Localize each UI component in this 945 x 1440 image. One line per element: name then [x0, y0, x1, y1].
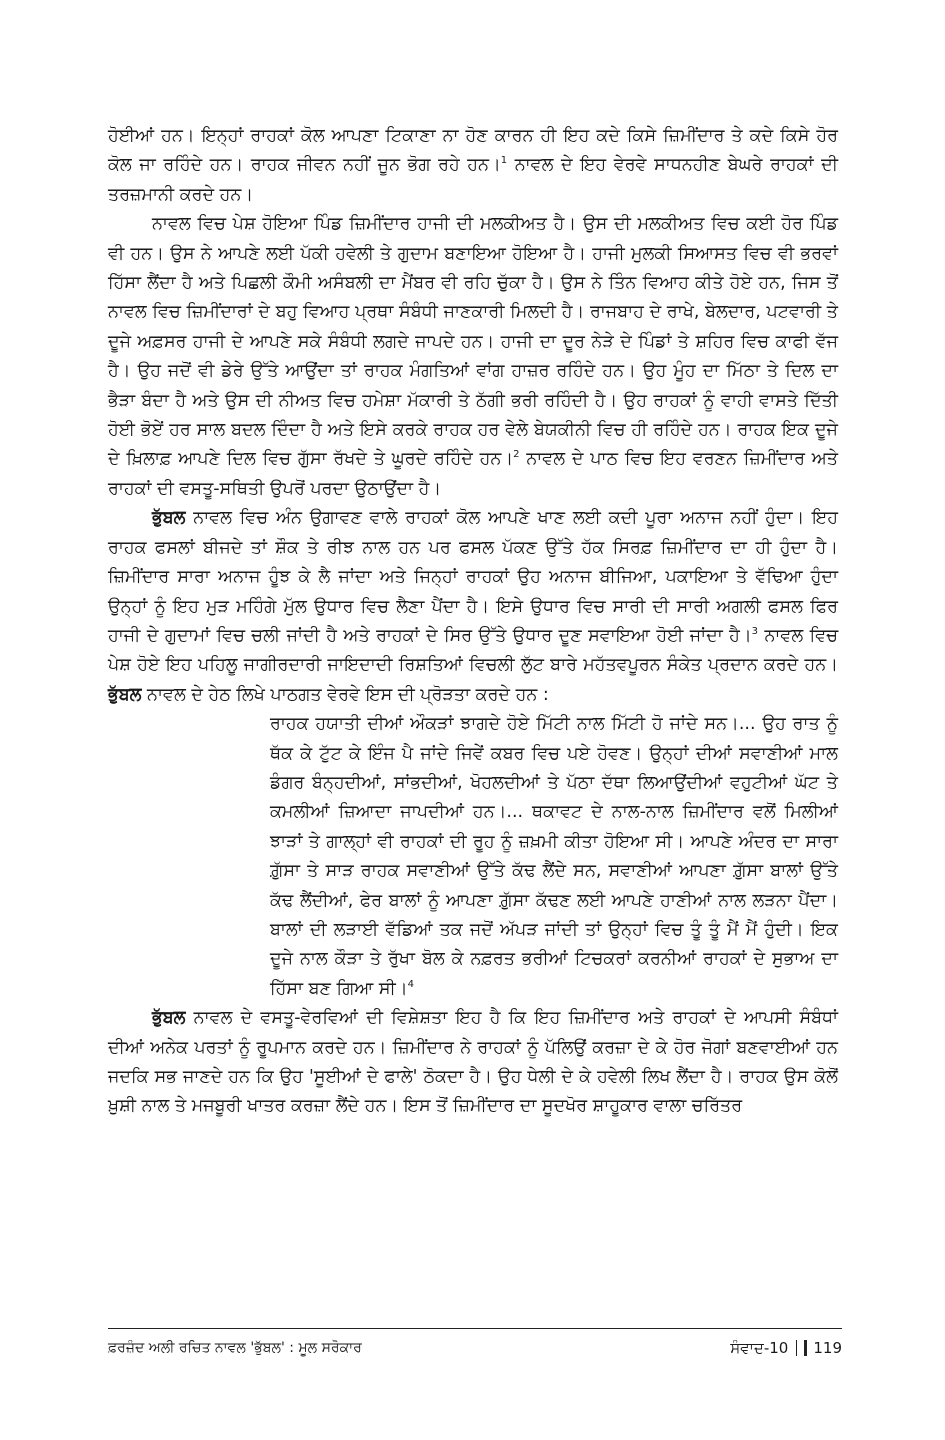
- novel-title-bold: ਭੁੱਬਲ: [108, 684, 142, 705]
- footnote-ref-3[interactable]: 3: [751, 626, 759, 638]
- paragraph-2: [108, 210, 838, 504]
- journal-name: ਸੰਵਾਦ-10: [730, 1339, 789, 1357]
- body-text: [108, 122, 838, 1122]
- footnote-ref-4[interactable]: 4: [407, 978, 414, 990]
- paragraph-1: [108, 122, 838, 210]
- paragraph-text: ਹੋਈਆਂ ਹਨ। ਇਨ੍ਹਾਂ ਰਾਹਕਾਂ ਕੋਲ ਆਪਣਾ ਟਿਕਾਣਾ ਨਾ ਹੋਣ ਕਾਰਨ ਹੀ ਇਹ ਕਦੇ ਕਿਸੇ ਜ਼ਿਮੀਂਦਾਰ ਤੇ ਕਦੇ ਕਿਸੇ ਹੋਰ ਕੋਲ ਜਾ ਰਹਿੰਦੇ ਹਨ। ਰਾਹਕ ਜੀਵਨ ਨਹੀਂ ਜੂਨ ਭੋਗ ਰਹੇ ਹਨ।: [108, 126, 838, 176]
- block-quote: [270, 710, 838, 1004]
- paragraph-text: ਨਾਵਲ ਵਿਚ ਅੰਨ ਉਗਾਵਣ ਵਾਲੇ ਰਾਹਕਾਂ ਕੋਲ ਆਪਣੇ ਖਾਣ ਲਈ ਕਦੀ ਪੂਰਾ ਅਨਾਜ ਨਹੀਂ ਹੁੰਦਾ। ਇਹ ਰਾਹਕ ਫਸਲਾਂ ਬੀਜਦੇ ਤਾਂ ਸ਼ੌਕ ਤੇ ਰੀਝ ਨਾਲ ਹਨ ਪਰ ਫਸਲ ਪੱਕਣ ਉੱਤੇ ਹੱਕ ਸਿਰਫ਼ ਜ਼ਿਮੀਂਦਾਰ ਦਾ ਹੀ ਹੁੰਦਾ ਹੈ। ਜ਼ਿਮੀਂਦਾਰ ਸਾਰਾ ਅਨਾਜ ਹੂੰਝ ਕੇ ਲੈ ਜਾਂਦਾ ਅਤੇ ਜਿਨ੍ਹਾਂ ਰਾਹਕਾਂ ਉਹ ਅਨਾਜ ਬੀਜਿਆ, ਪਕਾਇਆ ਤੇ ਵੱਢਿਆ ਹੁੰਦਾ ਉਨ੍ਹਾਂ ਨੂੰ ਇਹ ਮੁੜ ਮਹਿੰਗੇ ਮੁੱਲ ਉਧਾਰ ਵਿਚ ਲੈਣਾ ਪੈਂਦਾ ਹੈ। ਇਸੇ ਉਧਾਰ ਵਿਚ ਸਾਰੀ ਦੀ ਸਾਰੀ ਅਗਲੀ ਫਸਲ ਫਿਰ ਹਾਜੀ ਦੇ ਗੁਦਾਮਾਂ ਵਿਚ ਚਲੀ ਜਾਂਦੀ ਹੈ ਅਤੇ ਰਾਹਕਾਂ ਦੇ ਸਿਰ ਉੱਤੇ ਉਧਾਰ ਦੂਣ ਸਵਾਇਆ ਹੋਈ ਜਾਂਦਾ ਹੈ।: [108, 508, 838, 646]
- footer-divider: [108, 1328, 842, 1329]
- footnote-ref-1[interactable]: 1: [500, 155, 508, 167]
- running-title: ਫ਼ਰਜ਼ੰਦ ਅਲੀ ਰਚਿਤ ਨਾਵਲ 'ਭੁੱਬਲ' : ਮੂਲ ਸਰੋਕਾਰ: [108, 1340, 362, 1356]
- page-footer: [730, 1338, 842, 1358]
- separator-bars: [796, 1340, 807, 1356]
- paragraph-text: ਨਾਵਲ ਦੇ ਵਸਤੂ-ਵੇਰਵਿਆਂ ਦੀ ਵਿਸ਼ੇਸ਼ਤਾ ਇਹ ਹੈ ਕਿ ਇਹ ਜ਼ਿਮੀਂਦਾਰ ਅਤੇ ਰਾਹਕਾਂ ਦੇ ਆਪਸੀ ਸੰਬੰਧਾਂ ਦੀਆਂ ਅਨੇਕ ਪਰਤਾਂ ਨੂੰ ਰੂਪਮਾਨ ਕਰਦੇ ਹਨ। ਜ਼ਿਮੀਂਦਾਰ ਨੇ ਰਾਹਕਾਂ ਨੂੰ ਪੱਲਿਉਂ ਕਰਜ਼ਾ ਦੇ ਕੇ ਹੋਰ ਜੋਗਾਂ ਬਣਵਾਈਆਂ ਹਨ ਜਦਕਿ ਸਭ ਜਾਣਦੇ ਹਨ ਕਿ ਉਹ 'ਸੂਈਆਂ ਦੇ ਫਾਲੇ' ਠੋਕਦਾ ਹੈ। ਉਹ ਧੇਲੀ ਦੇ ਕੇ ਹਵੇਲੀ ਲਿਖ ਲੈਂਦਾ ਹੈ। ਰਾਹਕ ਉਸ ਕੋਲੋਂ ਖ਼ੁਸ਼ੀ ਨਾਲ ਤੇ ਮਜਬੂਰੀ ਖਾਤਰ ਕਰਜ਼ਾ ਲੈਂਦੇ ਹਨ। ਇਸ ਤੋਂ ਜ਼ਿਮੀਂਦਾਰ ਦਾ ਸੂਦਖੋਰ ਸ਼ਾਹੂਕਾਰ ਵਾਲਾ ਚਰਿੱਤਰ: [108, 1008, 838, 1117]
- novel-title-bold: ਭੁੱਬਲ: [152, 508, 186, 529]
- novel-title-bold: ਭੁੱਬਲ: [152, 1008, 186, 1029]
- paragraph-3: [108, 504, 838, 710]
- page-number: 119: [813, 1339, 842, 1357]
- paragraph-text: ਨਾਵਲ ਵਿਚ ਪੇਸ਼ ਹੋਇਆ ਪਿੰਡ ਜ਼ਿਮੀਂਦਾਰ ਹਾਜੀ ਦੀ ਮਲਕੀਅਤ ਹੈ। ਉਸ ਦੀ ਮਲਕੀਅਤ ਵਿਚ ਕਈ ਹੋਰ ਪਿੰਡ ਵੀ ਹਨ। ਉਸ ਨੇ ਆਪਣੇ ਲਈ ਪੱਕੀ ਹਵੇਲੀ ਤੇ ਗੁਦਾਮ ਬਣਾਇਆ ਹੋਇਆ ਹੈ। ਹਾਜੀ ਮੁਲਕੀ ਸਿਆਸਤ ਵਿਚ ਵੀ ਭਰਵਾਂ ਹਿੱਸਾ ਲੈਂਦਾ ਹੈ ਅਤੇ ਪਿਛਲੀ ਕੌਮੀ ਅਸੰਬਲੀ ਦਾ ਮੈਂਬਰ ਵੀ ਰਹਿ ਚੁੱਕਾ ਹੈ। ਉਸ ਨੇ ਤਿੰਨ ਵਿਆਹ ਕੀਤੇ ਹੋਏ ਹਨ, ਜਿਸ ਤੋਂ ਨਾਵਲ ਵਿਚ ਜ਼ਿਮੀਂਦਾਰਾਂ ਦੇ ਬਹੁ ਵਿਆਹ ਪ੍ਰਥਾ ਸੰਬੰਧੀ ਜਾਣਕਾਰੀ ਮਿਲਦੀ ਹੈ। ਰਾਜਬਾਹ ਦੇ ਰਾਖੇ, ਬੇਲਦਾਰ, ਪਟਵਾਰੀ ਤੇ ਦੂਜੇ ਅਫ਼ਸਰ ਹਾਜੀ ਦੇ ਆਪਣੇ ਸਕੇ ਸੰਬੰਧੀ ਲਗਦੇ ਜਾਪਦੇ ਹਨ। ਹਾਜੀ ਦਾ ਦੂਰ ਨੇੜੇ ਦੇ ਪਿੰਡਾਂ ਤੇ ਸ਼ਹਿਰ ਵਿਚ ਕਾਫੀ ਵੱਜ ਹੈ। ਉਹ ਜਦੋਂ ਵੀ ਡੇਰੇ ਉੱਤੇ ਆਉਂਦਾ ਤਾਂ ਰਾਹਕ ਮੰਗਤਿਆਂ ਵਾਂਗ ਹਾਜ਼ਰ ਰਹਿੰਦੇ ਹਨ। ਉਹ ਮੂੰਹ ਦਾ ਮਿੱਠਾ ਤੇ ਦਿਲ ਦਾ ਭੈੜਾ ਬੰਦਾ ਹੈ ਅਤੇ ਉਸ ਦੀ ਨੀਅਤ ਵਿਚ ਹਮੇਸ਼ਾ ਮੱਕਾਰੀ ਤੇ ਠੱਗੀ ਭਰੀ ਰਹਿੰਦੀ ਹੈ। ਉਹ ਰਾਹਕਾਂ ਨੂੰ ਵਾਹੀ ਵਾਸਤੇ ਦਿੱਤੀ ਹੋਈ ਭੋਏਂ ਹਰ ਸਾਲ ਬਦਲ ਦਿੰਦਾ ਹੈ ਅਤੇ ਇਸੇ ਕਰਕੇ ਰਾਹਕ ਹਰ ਵੇਲੇ ਬੇਯਕੀਨੀ ਵਿਚ ਹੀ ਰਹਿੰਦੇ ਹਨ। ਰਾਹਕ ਇਕ ਦੂਜੇ ਦੇ ਖ਼ਿਲਾਫ਼ ਆਪਣੇ ਦਿਲ ਵਿਚ ਗੁੱਸਾ ਰੱਖਦੇ ਤੇ ਘੂਰਦੇ ਰਹਿੰਦੇ ਹਨ।: [108, 214, 838, 470]
- paragraph-text: ਨਾਵਲ ਦੇ ਹੇਠ ਲਿਖੇ ਪਾਠਗਤ ਵੇਰਵੇ ਇਸ ਦੀ ਪ੍ਰੋੜਤਾ ਕਰਦੇ ਹਨ :: [141, 684, 549, 705]
- paragraph-text: ਨਾਵਲ ਦੇ ਇਹ ਵੇਰਵੇ ਸਾਧਨਹੀਣ ਬੇਘਰੇ ਰਾਹਕਾਂ ਦੀ ਤਰਜ਼ਮਾਨੀ ਕਰਦੇ ਹਨ।: [108, 155, 838, 205]
- quote-text: ਰਾਹਕ ਹਯਾਤੀ ਦੀਆਂ ਔਕੜਾਂ ਝਾਗਦੇ ਹੋਏ ਮਿੱਟੀ ਨਾਲ ਮਿੱਟੀ ਹੋ ਜਾਂਦੇ ਸਨ।... ਉਹ ਰਾਤ ਨੂੰ ਥੱਕ ਕੇ ਟੁੱਟ ਕੇ ਇੰਜ ਪੈ ਜਾਂਦੇ ਜਿਵੇਂ ਕਬਰ ਵਿਚ ਪਏ ਹੋਵਣ। ਉਨ੍ਹਾਂ ਦੀਆਂ ਸਵਾਣੀਆਂ ਮਾਲ ਡੰਗਰ ਬੰਨ੍ਹਦੀਆਂ, ਸਾਂਭਦੀਆਂ, ਖੋਹਲਦੀਆਂ ਤੇ ਪੱਠਾ ਦੱਥਾ ਲਿਆਉਂਦੀਆਂ ਵਹੁਟੀਆਂ ਘੱਟ ਤੇ ਕਮਲੀਆਂ ਜ਼ਿਆਦਾ ਜਾਪਦੀਆਂ ਹਨ।... ਥਕਾਵਟ ਦੇ ਨਾਲ-ਨਾਲ ਜ਼ਿਮੀਂਦਾਰ ਵਲੋਂ ਮਿਲੀਆਂ ਝਾੜਾਂ ਤੇ ਗਾਲ੍ਹਾਂ ਵੀ ਰਾਹਕਾਂ ਦੀ ਰੂਹ ਨੂੰ ਜ਼ਖ਼ਮੀ ਕੀਤਾ ਹੋਇਆ ਸੀ। ਆਪਣੇ ਅੰਦਰ ਦਾ ਸਾਰਾ ਗ਼ੁੱਸਾ ਤੇ ਸਾੜ ਰਾਹਕ ਸਵਾਣੀਆਂ ਉੱਤੇ ਕੱਢ ਲੈਂਦੇ ਸਨ, ਸਵਾਣੀਆਂ ਆਪਣਾ ਗ਼ੁੱਸਾ ਬਾਲਾਂ ਉੱਤੇ ਕੱਢ ਲੈਂਦੀਆਂ, ਫੇਰ ਬਾਲਾਂ ਨੂੰ ਆਪਣਾ ਗ਼ੁੱਸਾ ਕੱਢਣ ਲਈ ਆਪਣੇ ਹਾਣੀਆਂ ਨਾਲ ਲੜਨਾ ਪੈਂਦਾ। ਬਾਲਾਂ ਦੀ ਲੜਾਈ ਵੱਡਿਆਂ ਤਕ ਜਦੋਂ ਅੱਪੜ ਜਾਂਦੀ ਤਾਂ ਉਨ੍ਹਾਂ ਵਿਚ ਤੂੰ ਤੂੰ ਮੈਂ ਮੈਂ ਹੁੰਦੀ। ਇਕ ਦੂਜੇ ਨਾਲ ਕੌੜਾ ਤੇ ਰੁੱਖਾ ਬੋਲ ਕੇ ਨਫ਼ਰਤ ਭਰੀਆਂ ਟਿਚਕਰਾਂ ਕਰਨੀਆਂ ਰਾਹਕਾਂ ਦੇ ਸੁਭਾਅ ਦਾ ਹਿੱਸਾ ਬਣ ਗਿਆ ਸੀ।: [270, 714, 838, 999]
- paragraph-text: ਨਾਵਲ ਦੇ ਪਾਠ ਵਿਚ ਇਹ ਵਰਣਨ ਜ਼ਿਮੀਂਦਾਰ ਅਤੇ ਰਾਹਕਾਂ ਦੀ ਵਸਤੂ-ਸਥਿਤੀ ਉਪਰੋਂ ਪਰਦਾ ਉਠਾਉਂਦਾ ਹੈ।: [108, 449, 839, 499]
- paragraph-text: ਨਾਵਲ ਵਿਚ ਪੇਸ਼ ਹੋਏ ਇਹ ਪਹਿਲੂ ਜਾਗੀਰਦਾਰੀ ਜਾਇਦਾਦੀ ਰਿਸ਼ਤਿਆਂ ਵਿਚਲੀ ਲੁੱਟ ਬਾਰੇ ਮਹੱਤਵਪੂਰਨ ਸੰਕੇਤ ਪ੍ਰਦਾਨ ਕਰਦੇ ਹਨ।: [108, 625, 838, 676]
- footnote-ref-2[interactable]: 2: [513, 449, 520, 461]
- paragraph-4: [108, 1004, 838, 1122]
